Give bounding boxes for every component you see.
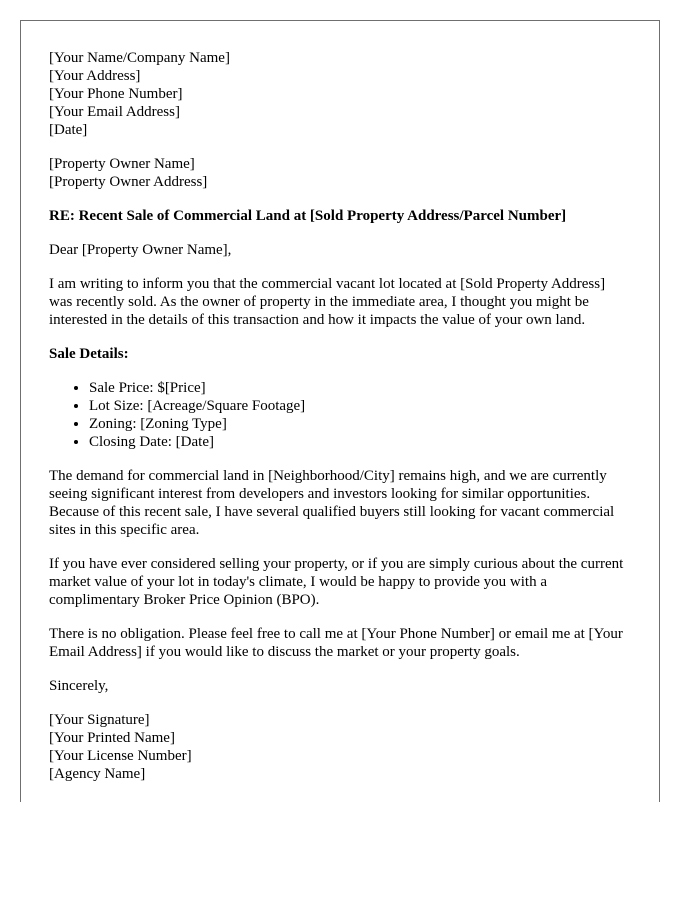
- sender-name: [Your Name/Company Name]: [49, 50, 230, 66]
- recipient-block: [49, 155, 631, 191]
- letter-date: [Date]: [49, 122, 88, 138]
- agency-name: [Agency Name]: [49, 766, 146, 782]
- subject-line: RE: Recent Sale of Commercial Land at [Sold Property Address/Parcel Number]: [49, 208, 567, 224]
- recipient-address: [Property Owner Address]: [49, 174, 208, 190]
- sender-address: [Your Address]: [49, 68, 141, 84]
- recipient-name: [Property Owner Name]: [49, 156, 195, 172]
- sender-block: [49, 49, 631, 139]
- list-item-zoning: • Zoning: [Zoning Type]: [89, 415, 631, 433]
- sale-details-list: [49, 379, 631, 451]
- closing-line: Sincerely,: [49, 678, 109, 694]
- sale-details-heading: Sale Details:: [49, 346, 129, 362]
- sender-phone: [Your Phone Number]: [49, 86, 183, 102]
- letter-page: [20, 20, 660, 802]
- signature-block: [49, 711, 631, 783]
- salutation: Dear [Property Owner Name],: [49, 242, 232, 258]
- printed-name: [Your Printed Name]: [49, 730, 175, 746]
- list-item-closing-date: • Closing Date: [Date]: [89, 433, 631, 451]
- license-number: [Your License Number]: [49, 748, 192, 764]
- signature-line: [Your Signature]: [49, 712, 150, 728]
- list-item-sale-price: • Sale Price: $[Price]: [89, 379, 631, 397]
- demand-paragraph: The demand for commercial land in [Neighborhood/City] remains high, and we are currently seeing significant interest from developers and investors looking for similar opportunities. Because of this recent sale, I have several qualified buyers still looking for vacant commercial sites in this specific area.: [49, 468, 615, 538]
- offer-paragraph: If you have ever considered selling your property, or if you are simply curious about the current market value of your lot in today's climate, I would be happy to provide you with a complimentary Broker Price Opinion (BPO).: [49, 556, 624, 608]
- list-item-lot-size: • Lot Size: [Acreage/Square Footage]: [89, 397, 631, 415]
- intro-paragraph: I am writing to inform you that the commercial vacant lot located at [Sold Property Address] was recently sold. As the owner of property in the immediate area, I thought you might be interested in the details of this transaction and how it impacts the value of your own land.: [49, 276, 606, 328]
- contact-paragraph: There is no obligation. Please feel free to call me at [Your Phone Number] or email me at [Your Email Address] if you would like to discuss the market or your property goals.: [49, 626, 623, 660]
- sender-email: [Your Email Address]: [49, 104, 180, 120]
